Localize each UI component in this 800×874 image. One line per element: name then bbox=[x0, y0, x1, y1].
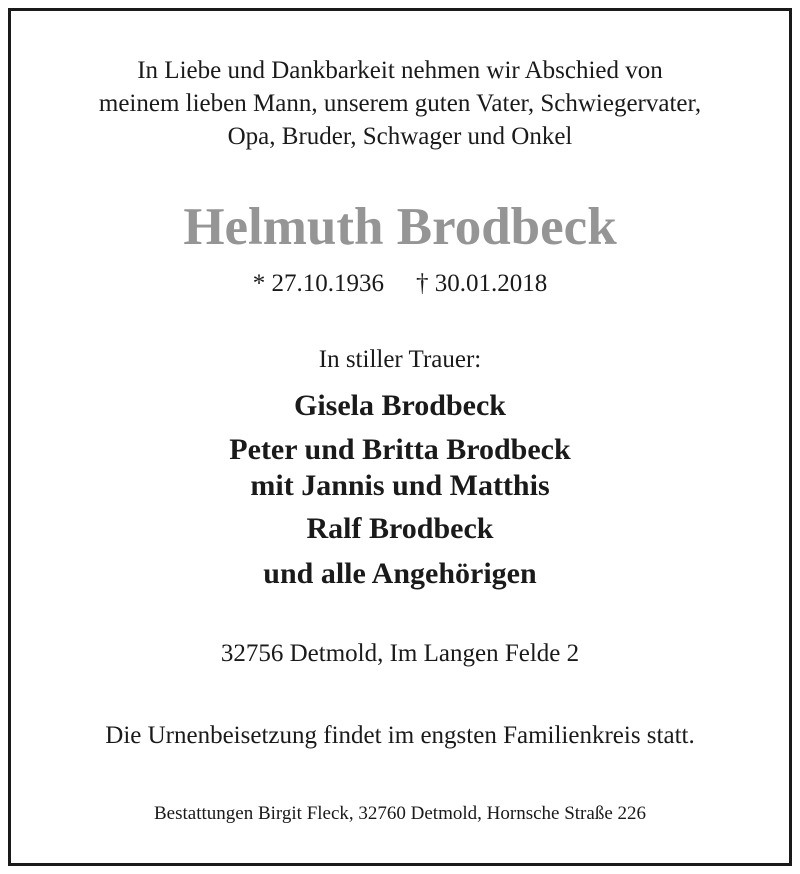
birth-date: * 27.10.1936 bbox=[252, 270, 384, 297]
mourner-line: Peter und Britta Brodbeck bbox=[229, 433, 571, 466]
intro-line-1: In Liebe und Dankbarkeit nehmen wir Abschied von bbox=[137, 57, 663, 84]
mourner-line: mit Jannis und Matthis bbox=[250, 469, 550, 502]
intro-text bbox=[0, 54, 800, 153]
mourning-label: In stiller Trauer: bbox=[318, 346, 482, 373]
mourner-line: Gisela Brodbeck bbox=[294, 389, 506, 422]
mourner-line: und alle Angehörigen bbox=[263, 557, 537, 590]
deceased-name: Helmuth Brodbeck bbox=[183, 198, 617, 256]
intro-line-2: meinem lieben Mann, unserem guten Vater, Schwiegervater, bbox=[98, 90, 702, 117]
burial-note: Die Urnenbeisetzung findet im engsten Familienkreis statt. bbox=[105, 722, 695, 749]
life-dates bbox=[0, 268, 800, 300]
undertaker-info: Bestattungen Birgit Fleck, 32760 Detmold, Hornsche Straße 226 bbox=[154, 803, 646, 824]
death-date: † 30.01.2018 bbox=[416, 270, 548, 297]
family-address: 32756 Detmold, Im Langen Felde 2 bbox=[220, 640, 580, 667]
intro-line-3: Opa, Bruder, Schwager und Onkel bbox=[227, 123, 573, 150]
mourner-line: Ralf Brodbeck bbox=[306, 512, 494, 545]
